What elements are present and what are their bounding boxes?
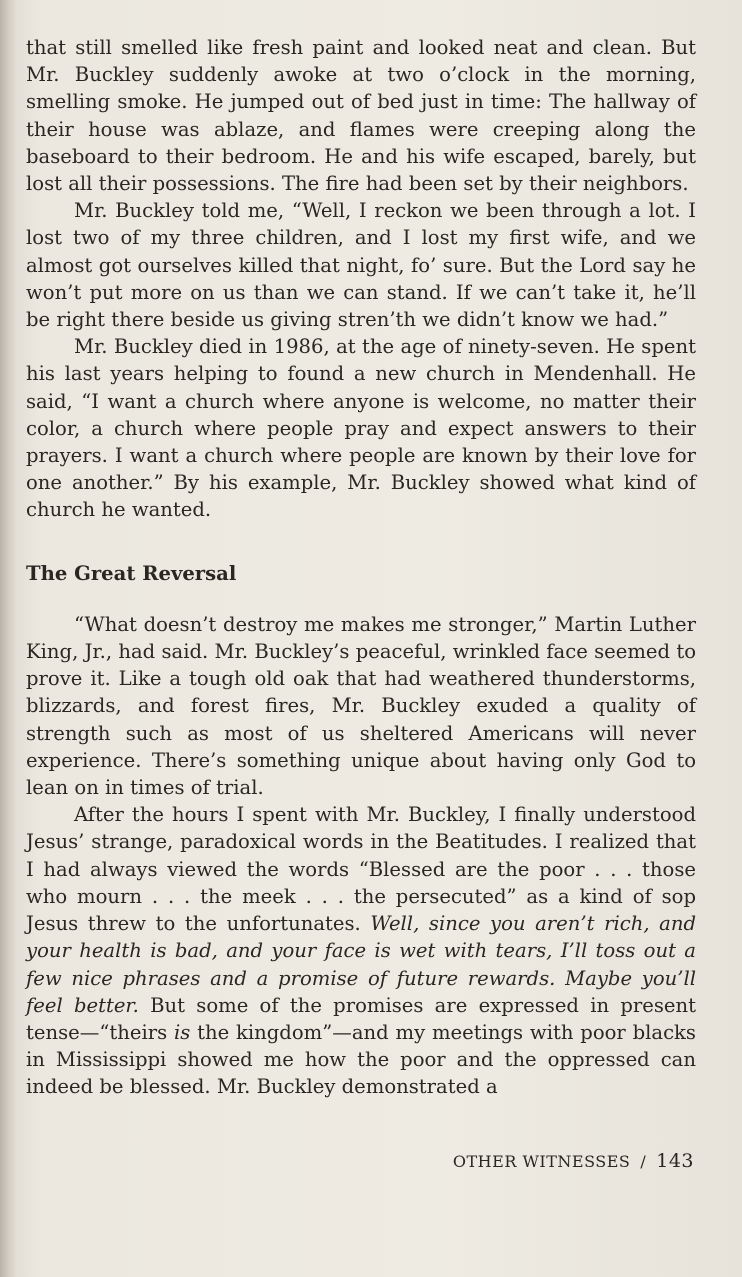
page-footer [453,1150,694,1172]
paragraph-beatitudes [26,801,696,1100]
footer-separator: / [640,1152,647,1171]
body-text [26,34,696,1101]
page-number: 143 [656,1150,694,1172]
beatitudes-text-2: But some of the promises are expressed in present tense—“theirs [26,993,696,1044]
beatitudes-text-1: After the hours I spent with Mr. Buckley, I finally understood Jesus’ strange, paradoxical words in the Beatitudes. I realized that I had always viewed the words “Blessed are the poor . . . those who mourn . . . the meek . . . the persecuted” as a kind of sop Jesus threw to the unfortunates. [26,803,696,936]
beatitudes-italic-text: Well, since you aren’t rich, and your health is bad, and your face is wet with tears, I’ll toss out a few nice phrases and a promise of future rewards. Maybe you’ll feel better. [26,912,696,1017]
page-gutter [0,0,16,1277]
paragraph-king-quote: “What doesn’t destroy me makes me stronger,” Martin Luther King, Jr., had said. Mr. Buckley’s peaceful, wrinkled face seemed to prove it. Like a tough old oak that had weathered thunderstorms, blizzards, and forest fires, Mr. Buckley exuded a quality of strength such as most of us sheltered Americans will never experience. There’s something unique about having only God to lean on in times of trial. [26,612,696,800]
beatitudes-is-italic: is [173,1020,191,1044]
paragraph-buckley-quote: Mr. Buckley told me, “Well, I reckon we been through a lot. I lost two of my three children, and I lost my first wife, and we almost got ourselves killed that night, fo’ sure. But the Lord say he won’t put more on us than we can stand. If we can’t take it, he’ll be right there beside us giving stren’th we didn’t know we had.” [26,199,696,332]
section-heading: The Great Reversal [26,561,237,585]
paragraph-continued: that still smelled like fresh paint and looked neat and clean. But Mr. Buckley suddenly awoke at two o’clock in the morning, smelling smoke. He jumped out of bed just in time: The hallway of their house was ablaze, and flames were creeping along the baseboard to their bedroom. He and his wife escaped, barely, but lost all their possessions. The fire had been set by their neighbors. [26,36,696,196]
paragraph-buckley-death: Mr. Buckley died in 1986, at the age of ninety-seven. He spent his last years helping to found a new church in Mendenhall. He said, “I want a church where anyone is welcome, no matter their color, a church where people pray and expect answers to their prayers. I want a church where people are known by their love for one another.” By his example, Mr. Buckley showed what kind of church he wanted. [26,335,696,522]
running-head: OTHER WITNESSES [452,1152,631,1171]
beatitudes-text-3: the kingdom”—and my meetings with poor blacks in Mississippi showed me how the poor and the oppressed can indeed be blessed. Mr. Buckley demonstrated a [26,1020,696,1099]
